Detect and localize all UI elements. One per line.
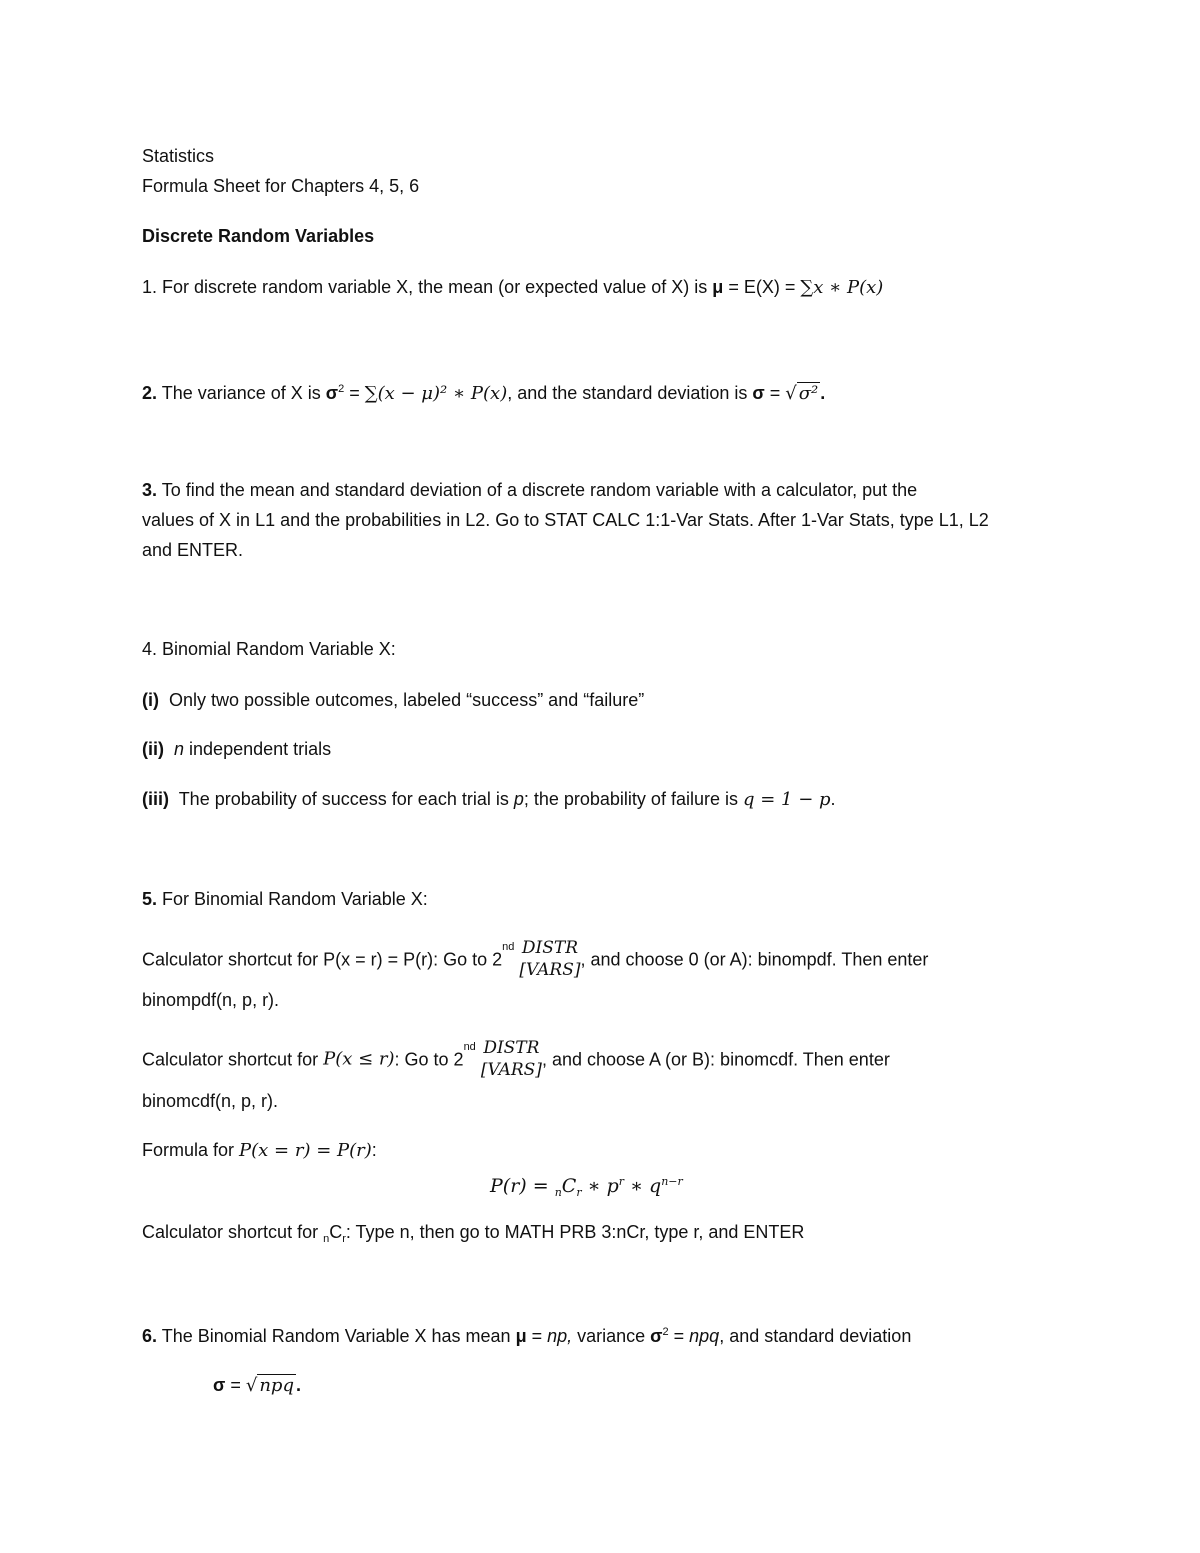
- item-4-condition-iii: (iii) The probability of success for each trial is p; the probability of failure is q = 1 − p.: [142, 789, 836, 810]
- item-4-binomial: 4. Binomial Random Variable X:: [142, 639, 396, 659]
- item-5-binompdf: Calculator shortcut for P(x = r) = P(r): Go to 2nd DISTR [VARS] , and choose 0 (or A): binompdf. Then enter: [142, 938, 929, 981]
- section-heading: Discrete Random Variables: [142, 226, 375, 246]
- course-title: Statistics: [142, 146, 215, 166]
- item-5-formula-label: Formula for P(x = r) = P(r):: [142, 1140, 377, 1161]
- item-6-std-dev: σ = √ npq .: [213, 1375, 301, 1396]
- item-2-variance: 2. The variance of X is $\sigma^2 = \sum(x - \mu)^2$ ∗ P(x), and the standard deviation is σ = √ σ² .: [142, 383, 826, 404]
- item-4-condition-i: (i) Only two possible outcomes, labeled “success” and “failure”: [142, 690, 645, 710]
- distr-vars-fraction: DISTR [VARS]: [519, 938, 581, 981]
- sheet-subtitle: Formula Sheet for Chapters 4, 5, 6: [142, 176, 420, 196]
- item-3-calculator-line1: 3. To find the mean and standard deviation of a discrete random variable with a calculator, put the: [142, 480, 918, 500]
- item-5-ncr-shortcut: Calculator shortcut for $_nC_r$: Type n, then go to MATH PRB 3:nCr, type r, and ENTER: [142, 1222, 805, 1245]
- item-1-mean: 1. For discrete random variable X, the mean (or expected value of X) is μ = E(X) = ∑x ∗ P(x): [142, 277, 884, 298]
- item-3-calculator-line3: and ENTER.: [142, 540, 244, 560]
- item-5-binompdf-line2: binompdf(n, p, r).: [142, 990, 280, 1010]
- item-5-binomcdf: Calculator shortcut for P(x ≤ r): Go to 2nd DISTR [VARS] , and choose A (or B): binomcdf. Then enter: [142, 1038, 890, 1081]
- item-6-binomial-stats: 6. The Binomial Random Variable X has mean μ = np, variance $\sigma^2$ = npq, and standard deviation: [142, 1326, 912, 1346]
- item-5-binomcdf-line2: binomcdf(n, p, r).: [142, 1091, 279, 1111]
- item-3-calculator-line2: values of X in L1 and the probabilities in L2. Go to STAT CALC 1:1-Var Stats. After 1-Var Stats, type L1, L2: [142, 510, 989, 530]
- distr-vars-fraction: DISTR [VARS]: [480, 1038, 542, 1081]
- binomial-probability-formula: $P(r) = _nC_r$ ∗ $p^r$ ∗ $q^{n-r}$: [490, 1175, 683, 1199]
- item-4-condition-ii: (ii) n independent trials: [142, 739, 332, 759]
- item-5-binomial: 5. For Binomial Random Variable X:: [142, 889, 428, 909]
